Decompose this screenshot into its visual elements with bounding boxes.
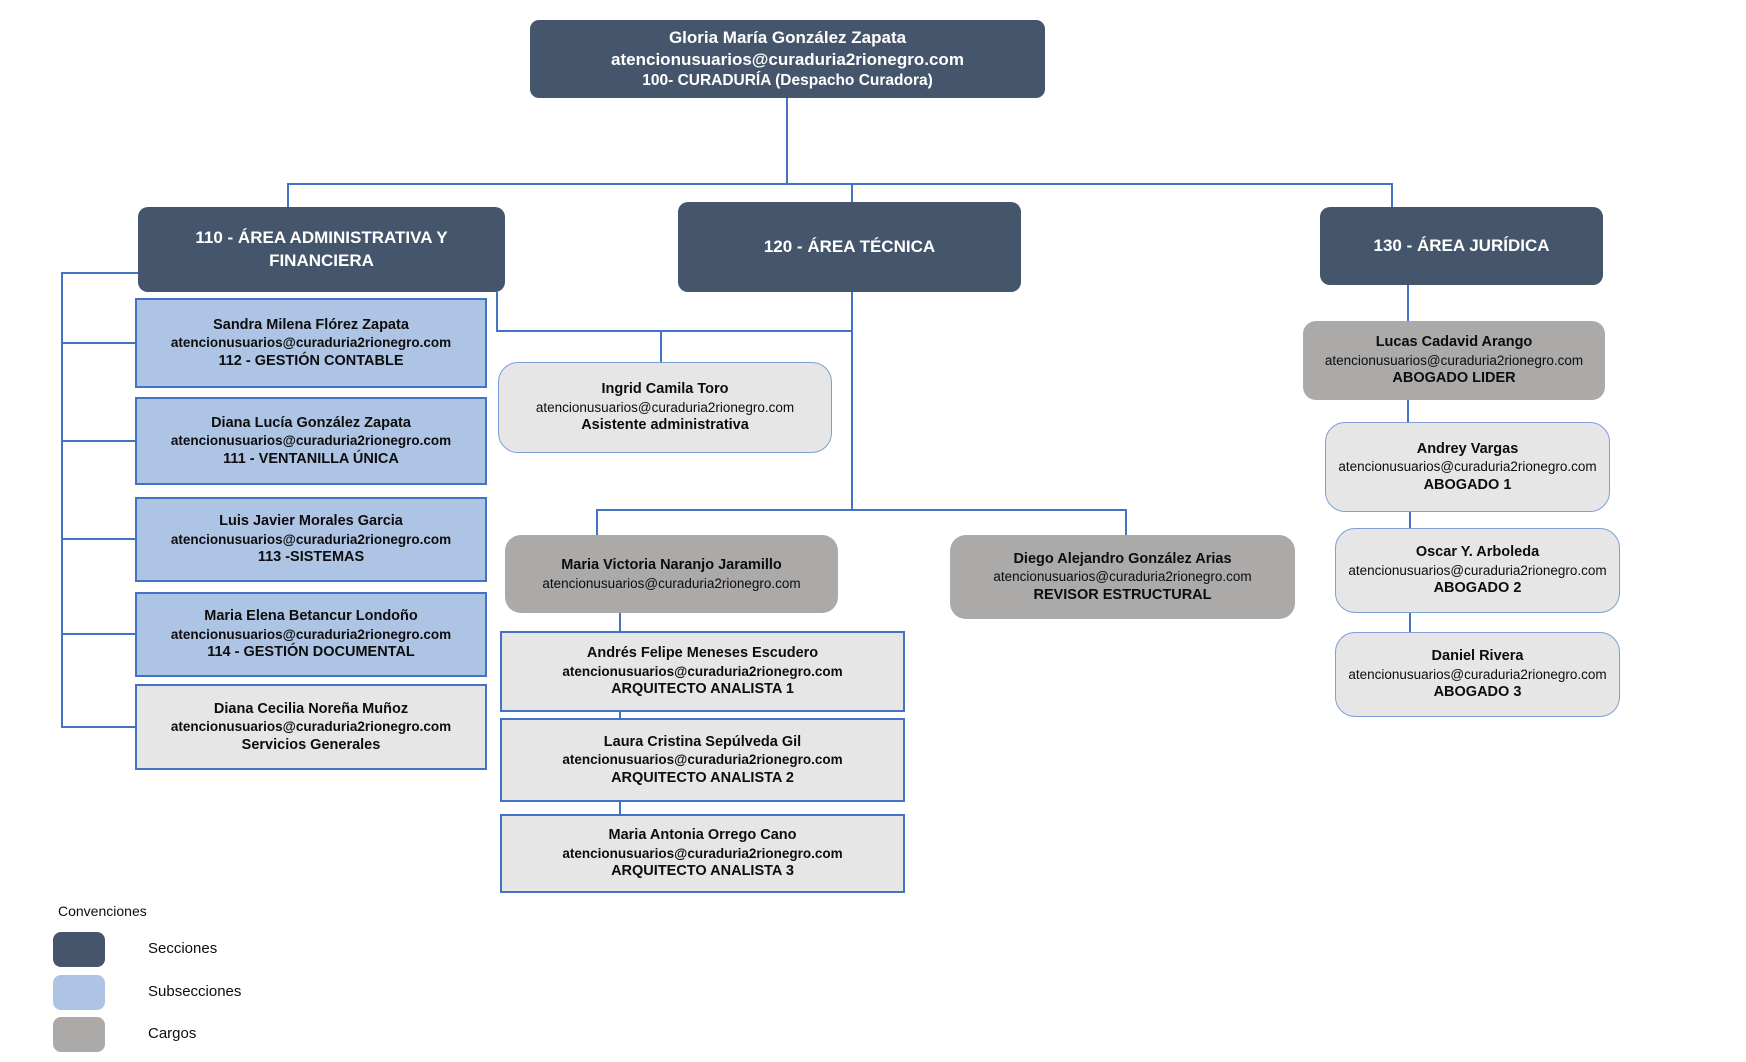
connector — [596, 509, 1127, 511]
legend-label-cargos: Cargos — [148, 1025, 197, 1042]
node-sistemas — [135, 497, 487, 582]
connector — [61, 272, 63, 728]
connector — [1125, 509, 1127, 535]
person-name: Laura Cristina Sepúlveda Gil — [603, 733, 802, 750]
connector — [1409, 613, 1411, 632]
person-email: atencionusuarios@curaduria2rionegro.com — [170, 335, 452, 351]
person-email: atencionusuarios@curaduria2rionegro.com — [1348, 666, 1607, 682]
person-email: atencionusuarios@curaduria2rionegro.com — [611, 50, 964, 70]
person-email: atencionusuarios@curaduria2rionegro.com — [170, 719, 452, 735]
node-gestion-documental — [135, 592, 487, 677]
area-title: 120 - ÁREA TÉCNICA — [763, 236, 936, 256]
person-email: atencionusuarios@curaduria2rionegro.com — [1338, 459, 1597, 475]
legend-label-secciones: Secciones — [148, 940, 218, 957]
connector — [851, 183, 853, 202]
connector — [786, 98, 788, 183]
node-coordinadora-tecnica — [505, 535, 838, 613]
area-title: 110 - ÁREA ADMINISTRATIVA Y FINANCIERA — [195, 227, 448, 270]
person-role: ARQUITECTO ANALISTA 2 — [611, 769, 794, 786]
person-role: ARQUITECTO ANALISTA 3 — [611, 863, 794, 880]
node-asistente-administrativa — [498, 362, 832, 453]
connector — [496, 292, 498, 330]
connector — [660, 330, 662, 362]
person-role: 113 -SISTEMAS — [257, 549, 365, 566]
person-role: Asistente administrativa — [581, 417, 749, 434]
person-role: ABOGADO 3 — [1433, 684, 1522, 701]
legend-swatch-subsecciones — [53, 975, 105, 1010]
person-role: ABOGADO 2 — [1433, 580, 1522, 597]
connector — [61, 342, 135, 344]
person-email: atencionusuarios@curaduria2rionegro.com — [562, 663, 843, 679]
node-area-administrativa — [138, 207, 505, 292]
node-abogado-lider — [1303, 321, 1605, 400]
person-name: Maria Antonia Orrego Cano — [608, 827, 797, 844]
person-email: atencionusuarios@curaduria2rionegro.com — [542, 575, 801, 591]
person-name: Gloria María González Zapata — [668, 28, 907, 48]
person-name: Maria Victoria Naranjo Jaramillo — [561, 557, 782, 574]
person-email: atencionusuarios@curaduria2rionegro.com — [170, 433, 452, 449]
connector — [287, 183, 289, 207]
node-abogado-3 — [1335, 632, 1620, 717]
person-role: ABOGADO 1 — [1423, 476, 1512, 493]
person-role: REVISOR ESTRUCTURAL — [1033, 586, 1212, 603]
person-role: 111 - VENTANILLA ÚNICA — [223, 450, 399, 467]
node-gestion-contable — [135, 298, 487, 388]
connector — [596, 509, 598, 535]
connector — [1409, 512, 1411, 528]
person-name: Sandra Milena Flórez Zapata — [213, 316, 409, 333]
person-role: 100- CURADURÍA (Despacho Curadora) — [642, 71, 933, 89]
connector — [1407, 400, 1409, 422]
person-email: atencionusuarios@curaduria2rionegro.com — [535, 399, 795, 415]
connector — [61, 272, 138, 274]
connector — [619, 613, 621, 631]
node-abogado-2 — [1335, 528, 1620, 613]
connector — [1391, 183, 1393, 207]
node-servicios-generales — [135, 684, 487, 770]
person-name: Ingrid Camila Toro — [601, 381, 729, 398]
node-revisor-estructural — [950, 535, 1295, 619]
node-arquitecto-analista-2 — [500, 718, 905, 802]
connector — [496, 330, 853, 332]
node-area-juridica — [1320, 207, 1603, 285]
connector — [287, 183, 1393, 185]
person-name: Daniel Rivera — [1431, 648, 1524, 665]
connector — [619, 802, 621, 814]
node-arquitecto-analista-1 — [500, 631, 905, 712]
person-email: atencionusuarios@curaduria2rionegro.com — [170, 531, 452, 547]
person-name: Diana Lucía González Zapata — [211, 414, 411, 431]
node-area-tecnica — [678, 202, 1021, 292]
node-abogado-1 — [1325, 422, 1610, 512]
legend-title: Convenciones — [58, 903, 147, 919]
person-name: Maria Elena Betancur Londoño — [204, 608, 418, 625]
node-arquitecto-analista-3 — [500, 814, 905, 893]
person-name: Oscar Y. Arboleda — [1415, 544, 1540, 561]
person-name: Diego Alejandro González Arias — [1013, 550, 1232, 567]
legend-label-subsecciones: Subsecciones — [148, 983, 242, 1000]
connector — [851, 292, 853, 511]
connector — [1407, 285, 1409, 321]
node-ventanilla-unica — [135, 397, 487, 485]
person-email: atencionusuarios@curaduria2rionegro.com — [1324, 352, 1584, 368]
person-role: 112 - GESTIÓN CONTABLE — [218, 352, 404, 369]
person-email: atencionusuarios@curaduria2rionegro.com — [562, 845, 843, 861]
person-role: ABOGADO LIDER — [1392, 370, 1516, 387]
person-email: atencionusuarios@curaduria2rionegro.com — [170, 626, 452, 642]
person-role: 114 - GESTIÓN DOCUMENTAL — [207, 644, 415, 661]
legend-swatch-secciones — [53, 932, 105, 967]
person-email: atencionusuarios@curaduria2rionegro.com — [562, 752, 843, 768]
person-name: Luis Javier Morales Garcia — [219, 513, 403, 530]
legend-swatch-cargos — [53, 1017, 105, 1052]
person-name: Lucas Cadavid Arango — [1375, 334, 1533, 351]
person-name: Andrés Felipe Meneses Escudero — [586, 645, 819, 662]
connector — [61, 440, 135, 442]
person-email: atencionusuarios@curaduria2rionegro.com — [993, 569, 1252, 585]
area-title: 130 - ÁREA JURÍDICA — [1373, 235, 1550, 255]
person-email: atencionusuarios@curaduria2rionegro.com — [1348, 562, 1607, 578]
connector — [61, 633, 135, 635]
person-role: Servicios Generales — [241, 736, 381, 753]
connector — [61, 538, 135, 540]
connector — [61, 726, 135, 728]
person-name: Andrey Vargas — [1416, 440, 1519, 457]
person-name: Diana Cecilia Noreña Muñoz — [213, 700, 409, 717]
node-curadora — [530, 20, 1045, 98]
person-role: ARQUITECTO ANALISTA 1 — [611, 681, 794, 698]
